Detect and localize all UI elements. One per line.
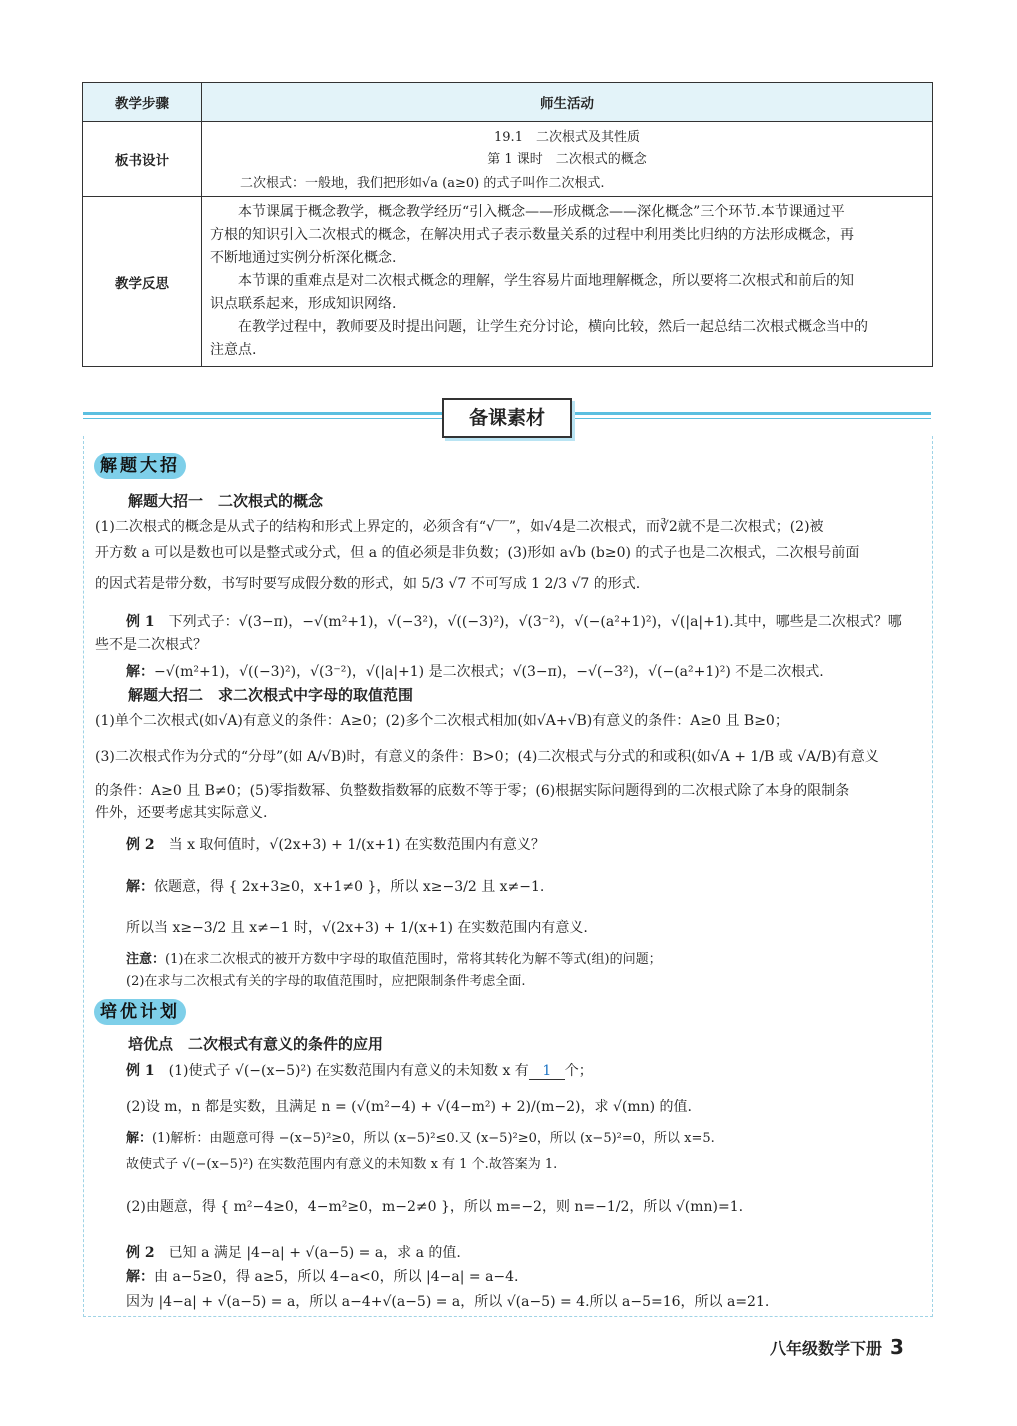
trick2-title: 解题大招二 求二次根式中字母的取值范围 <box>128 686 414 704</box>
col-step-header: 教学步骤 <box>83 83 202 122</box>
example2-label: 例 2 <box>126 837 155 853</box>
example2 <box>126 834 954 854</box>
note-text: (1)在求二次根式的被开方数中字母的取值范围时，常将其转化为解不等式(组)的问题； <box>165 952 662 967</box>
note <box>126 948 954 967</box>
adv-example1-text-end: 个； <box>564 1063 593 1079</box>
adv-solution1-text: 故使式子 √(−(x−5)²) 在实数范围内有意义的未知数 x 有 1 个.故答案为 1. <box>126 1157 558 1172</box>
adv-solution2-label: 解： <box>126 1269 154 1285</box>
note-text-2: (2)在求与二次根式有关的字母的取值范围时，应把限制条件考虑全面. <box>126 974 526 989</box>
solution1 <box>126 661 954 681</box>
example1 <box>126 611 954 631</box>
adv-solution1-part2: (2)由题意，得 { m²−4≥0，4−m²≥0，m−2≠0 }，所以 m=−2，则 n=−1/2，所以 √(mn)=1. <box>126 1199 744 1215</box>
reflection-line: 注意点. <box>210 342 257 358</box>
section-tag-tricks: 解题大招 <box>94 453 186 479</box>
trick2-text: 件外，还要考虑其实际意义. <box>95 805 268 821</box>
adv-example2-text: 已知 a 满足 |4−a| + √(a−5) = a，求 a 的值. <box>168 1245 461 1261</box>
solution2 <box>126 876 954 896</box>
note-label: 注意： <box>126 952 166 967</box>
trick1-title: 解题大招一 二次根式的概念 <box>128 492 324 510</box>
lesson-table <box>82 82 933 367</box>
advanced-point-title: 培优点 二次根式有意义的条件的应用 <box>128 1035 384 1053</box>
trick1-text: (1)二次根式的概念是从式子的结构和形式上界定的，必须含有“√‾‾”，如√4是二次根式，而∛2就不是二次根式；(2)被 <box>95 519 824 535</box>
reflection-line: 识点联系起来，形成知识网络. <box>210 296 397 312</box>
example1-text: 下列式子：√(3−π)，−√(m²+1)，√(−3²)，√((−3)²)，√(3⁻²)，√(−(a²+1)²)，√(|a|+1).其中，哪些是二次根式？哪 <box>168 614 902 630</box>
reflection-line: 在教学过程中，教师要及时提出问题，让学生充分讨论，横向比较，然后一起总结二次根式概念当中的 <box>238 319 868 335</box>
example1-text-cont: 些不是二次根式？ <box>95 637 207 653</box>
adv-solution1-text: (1)解析：由题意可得 −(x−5)²≥0，所以 (x−5)²≤0.又 (x−5)²≥0，所以 (x−5)²=0，所以 x=5. <box>152 1131 715 1146</box>
solution1-text: −√(m²+1)，√((−3)²)，√(3⁻²)，√(|a|+1) 是二次根式；√(3−π)，−√(−3²)，√(−(a²+1)²) 不是二次根式. <box>154 664 824 680</box>
reflection-line: 方根的知识引入二次根式的概念，在解决用式子表示数量关系的过程中利用类比归纳的方法形成概念，再 <box>210 227 854 243</box>
solution1-label: 解： <box>126 664 154 680</box>
reflection-cell <box>202 197 933 367</box>
example2-text: 当 x 取何值时，√(2x+3) + 1/(x+1) 在实数范围内有意义？ <box>168 837 545 853</box>
adv-example1-label: 例 1 <box>126 1063 155 1079</box>
page-number: 3 <box>890 1335 904 1359</box>
trick2-text: 的条件：A≥0 且 B≠0；(5)零指数幂、负整数指数幂的底数不等于零；(6)根据实际问题得到的二次根式除了本身的限制条 <box>95 783 850 799</box>
answer-blank: 1 <box>529 1063 565 1080</box>
section-banner: 备课素材 <box>442 398 572 438</box>
board-title: 19.1 二次根式及其性质 <box>494 130 640 145</box>
reflection-label: 教学反思 <box>83 197 202 367</box>
adv-example1 <box>126 1060 954 1080</box>
page-footer <box>770 1335 904 1359</box>
adv-solution2-text: 因为 |4−a| + √(a−5) = a，所以 a−4+√(a−5) = a，所以 √(a−5) = 4.所以 a−5=16，所以 a=21. <box>126 1294 770 1310</box>
adv-solution2 <box>126 1266 954 1286</box>
board-design-label: 板书设计 <box>83 122 202 197</box>
col-activity-header: 师生活动 <box>202 83 933 122</box>
adv-example1-part2: (2)设 m，n 都是实数，且满足 n = (√(m²−4) + √(4−m²) + 2)/(m−2)，求 √(mn) 的值. <box>126 1099 692 1115</box>
adv-example2-label: 例 2 <box>126 1245 155 1261</box>
adv-solution1-label: 解： <box>126 1131 153 1146</box>
section-tag-advanced: 培优计划 <box>94 999 186 1025</box>
adv-solution2-text: 由 a−5≥0，得 a≥5，所以 4−a<0，所以 |4−a| = a−4. <box>154 1269 519 1285</box>
solution2-conclusion: 所以当 x≥−3/2 且 x≠−1 时，√(2x+3) + 1/(x+1) 在实数范围内有意义. <box>126 920 588 936</box>
reflection-line: 本节课属于概念教学，概念教学经历“引入概念——形成概念——深化概念”三个环节.本节课通过平 <box>238 204 845 220</box>
reflection-line: 不断地通过实例分析深化概念. <box>210 250 397 266</box>
adv-solution1 <box>126 1127 954 1146</box>
trick1-text: 开方数 a 可以是数也可以是整式或分式，但 a 的值必须是非负数；(3)形如 a√b (b≥0) 的式子也是二次根式，二次根号前面 <box>95 545 860 561</box>
adv-example1-text: (1)使式子 √(−(x−5)²) 在实数范围内有意义的未知数 x 有 <box>168 1063 529 1079</box>
adv-example2 <box>126 1242 954 1262</box>
solution2-text: 依题意，得 { 2x+3≥0，x+1≠0 }，所以 x≥−3/2 且 x≠−1. <box>154 879 545 895</box>
trick2-text: (1)单个二次根式(如√A)有意义的条件：A≥0；(2)多个二次根式相加(如√A+√B)有意义的条件：A≥0 且 B≥0； <box>95 713 789 729</box>
trick2-text: (3)二次根式作为分式的“分母”(如 A/√B)时，有意义的条件：B>0；(4)二次根式与分式的和或积(如√A + 1/B 或 √A/B)有意义 <box>95 749 879 765</box>
solution2-label: 解： <box>126 879 154 895</box>
board-subtitle: 第 1 课时 二次根式的概念 <box>487 152 647 167</box>
trick1-text: 的因式若是带分数，书写时要写成假分数的形式，如 5/3 √7 不可写成 1 2/3 √7 的形式. <box>95 576 641 592</box>
reflection-line: 本节课的重难点是对二次根式概念的理解，学生容易片面地理解概念，所以要将二次根式和前后的知 <box>238 273 854 289</box>
book-title: 八年级数学下册 <box>770 1339 883 1358</box>
example1-label: 例 1 <box>126 614 155 630</box>
board-design-cell <box>202 122 933 197</box>
board-definition: 二次根式：一般地，我们把形如√a (a≥0) 的式子叫作二次根式. <box>240 176 605 191</box>
